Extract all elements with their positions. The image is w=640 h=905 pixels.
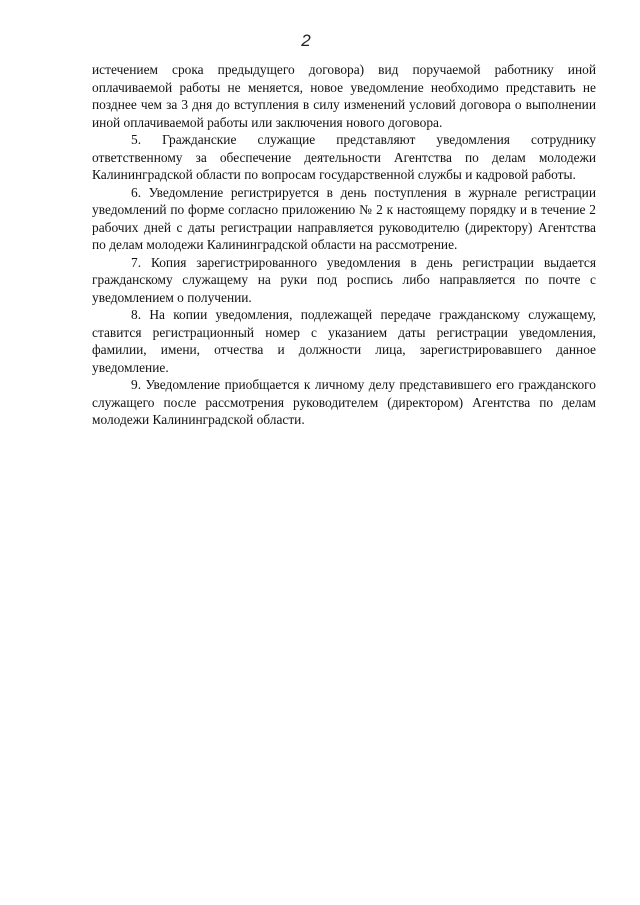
page-number: 2: [301, 31, 311, 50]
paragraph-5: 5. Гражданские служащие представляют уведомления сотруднику ответственному за обеспечение деятельности Агентства по делам молодежи Калининградской области по вопросам государственной службы и кадровой работы.: [92, 132, 596, 182]
paragraph-8: 8. На копии уведомления, подлежащей передаче гражданскому служащему, ставится регистрационный номер с указанием даты регистрации уведомления, фамилии, имени, отчества и должности лица, зарегистрировавшего данное уведомление.: [92, 307, 596, 375]
paragraph-7: 7. Копия зарегистрированного уведомления в день регистрации выдается гражданскому служащему на руки под роспись либо направляется по почте с уведомлением о получении.: [92, 254, 596, 305]
paragraph-6: 6. Уведомление регистрируется в день поступления в журнале регистрации уведомлений по форме согласно приложению № 2 к настоящему порядку и в течение 2 рабочих дней с даты регистрации направляется руководителю (директору) Агентства по делам молодежи Калининградской области на рассмотрение.: [92, 184, 596, 252]
paragraph-continuation: истечением срока предыдущего договора) вид поручаемой работнику иной оплачиваемой работы не меняется, новое уведомление необходимо представить не позднее чем за 3 дня до вступления в силу изменений условий договора о выполнении иной оплачиваемой работы или заключения нового договора.: [92, 62, 596, 130]
paragraph-9: 9. Уведомление приобщается к личному делу представившего его гражданского служащего после рассмотрения руководителем (директором) Агентства по делам молодежи Калининградской области.: [92, 377, 596, 427]
document-body: [92, 61, 596, 429]
